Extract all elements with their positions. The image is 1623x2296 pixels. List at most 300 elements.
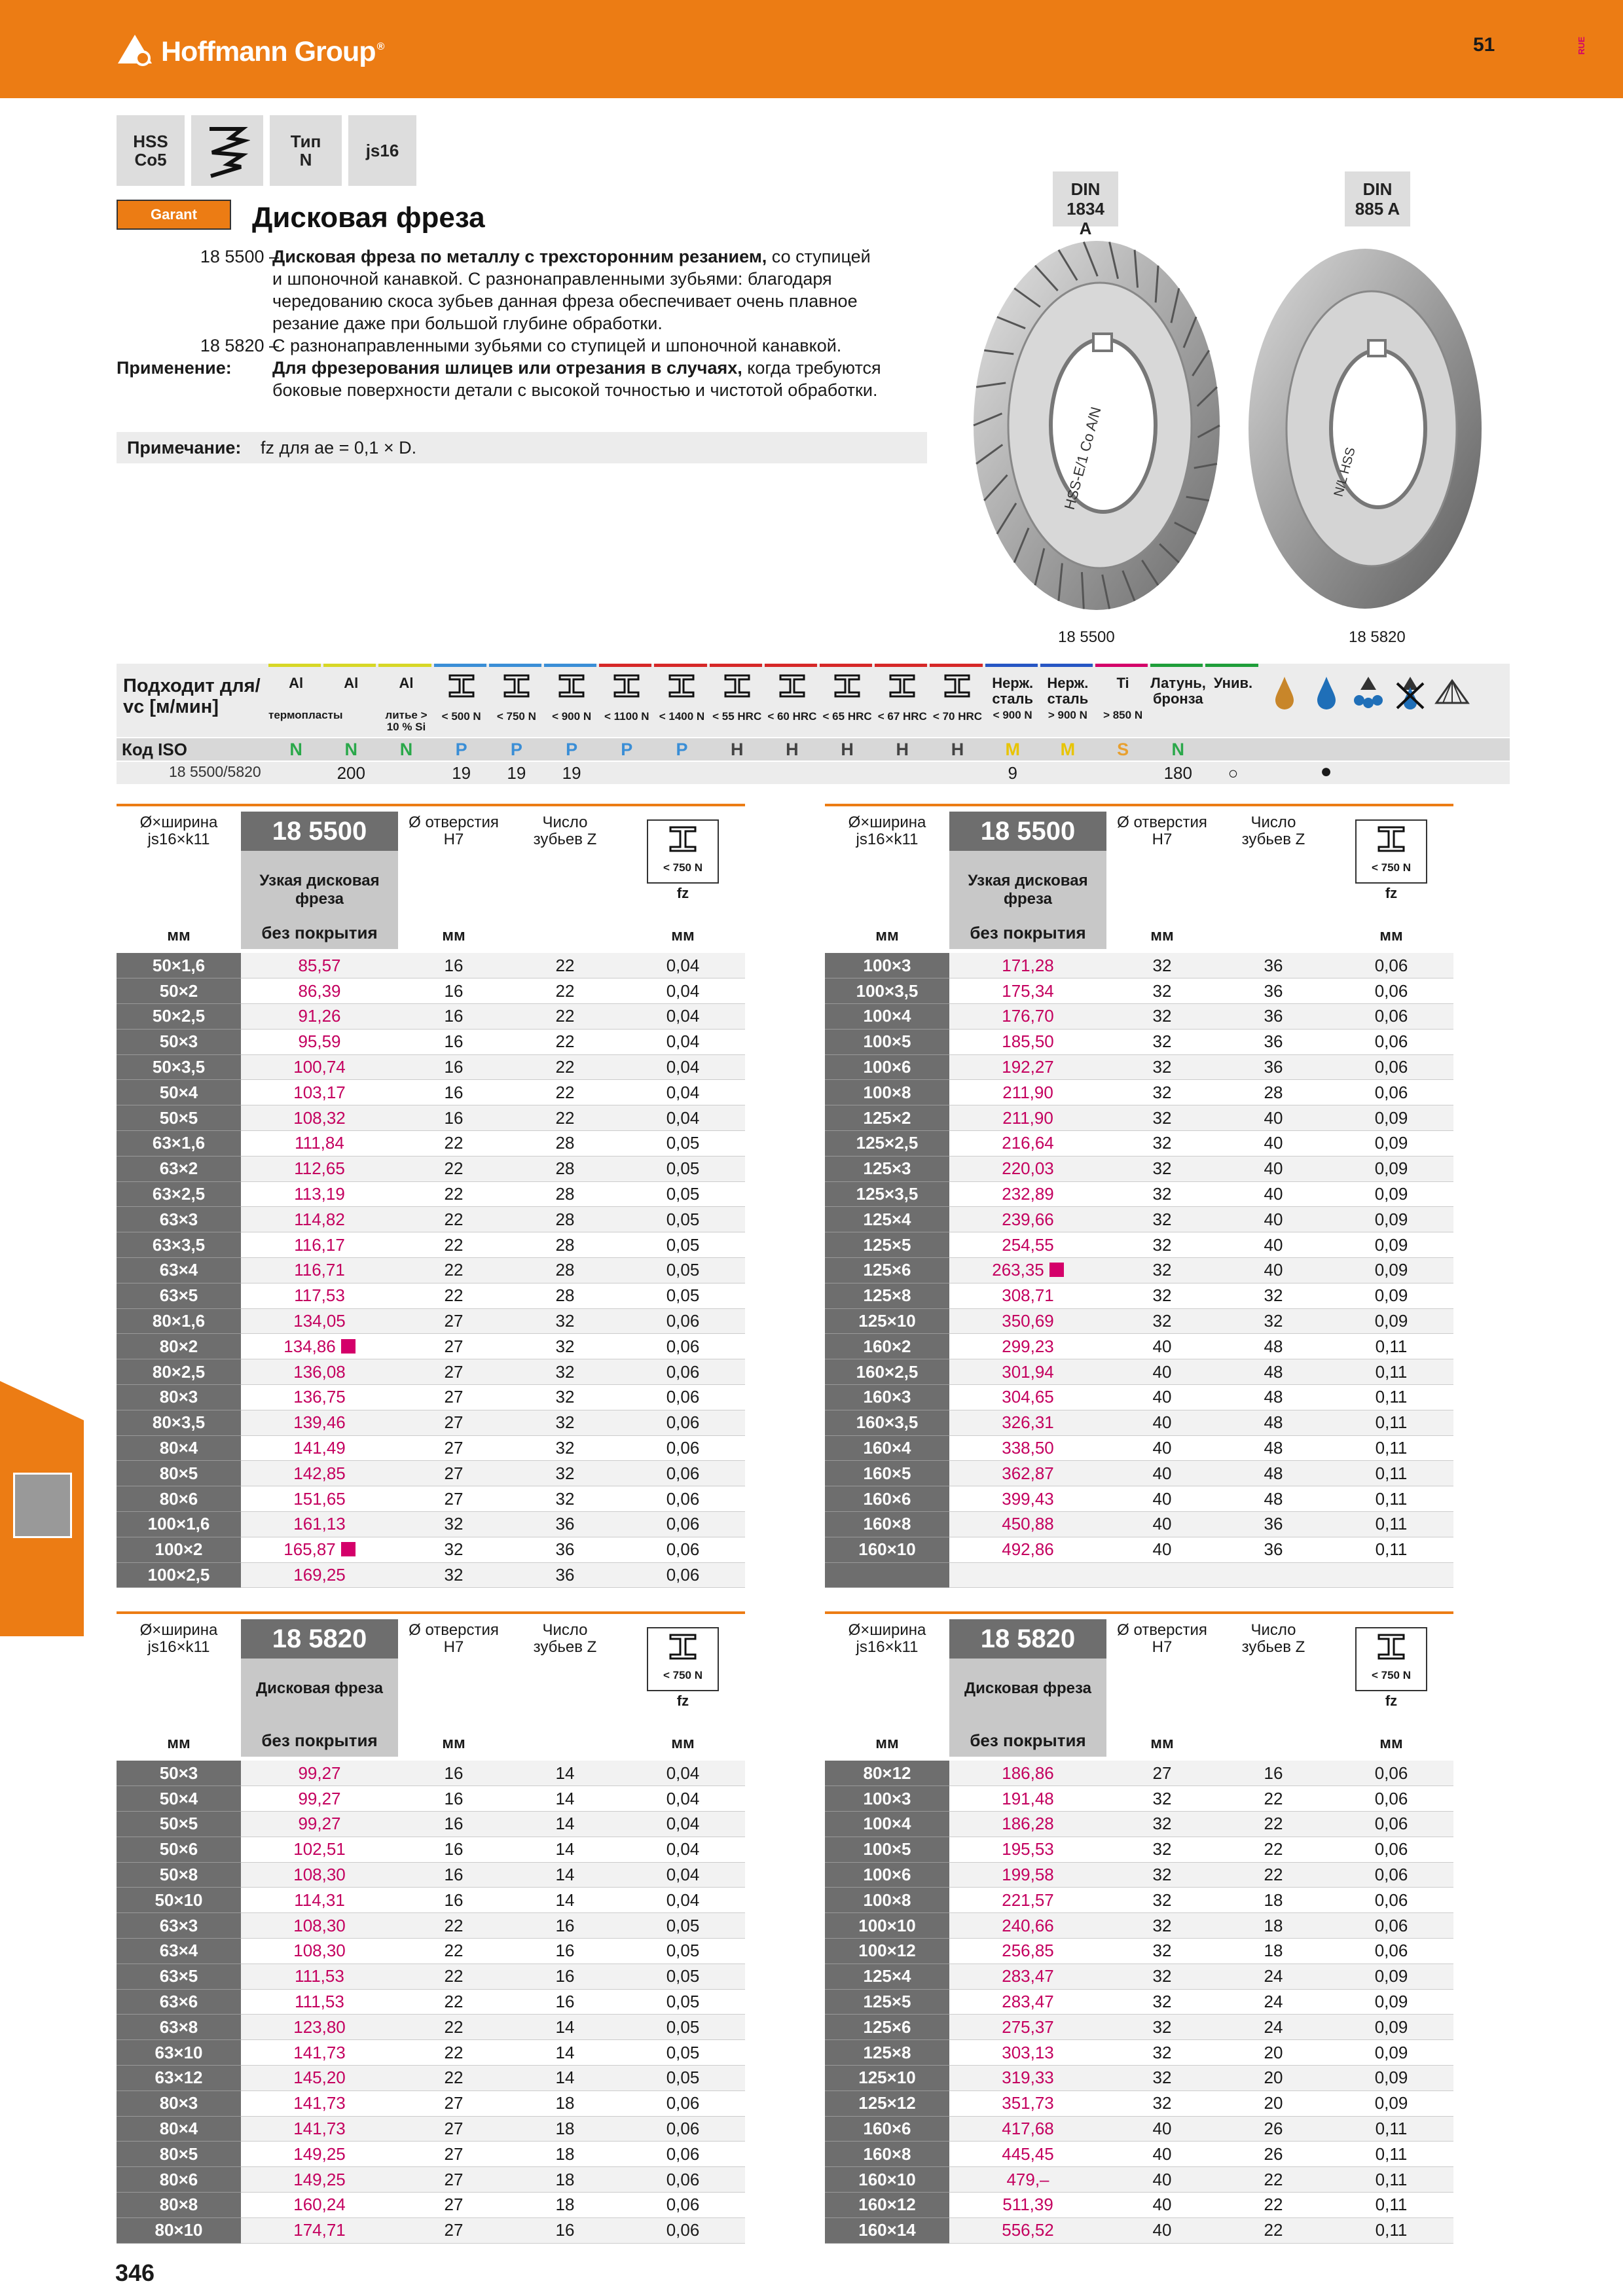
material-subtitle: < 900 N — [552, 710, 592, 723]
drop-water-icon — [1307, 674, 1346, 713]
cell-text: 14 — [555, 1814, 575, 1834]
cell-text: 28 — [1264, 1082, 1283, 1102]
cell-text: 63×12 — [155, 2068, 203, 2088]
table-row[interactable] — [825, 1989, 1453, 2015]
table-row[interactable] — [825, 1359, 1453, 1385]
table-row[interactable] — [825, 1105, 1453, 1131]
size-cell — [825, 1080, 949, 1105]
table-row[interactable] — [825, 1435, 1453, 1461]
table-row[interactable] — [117, 1105, 745, 1131]
table-row[interactable] — [825, 1004, 1453, 1030]
cutter-1-engraving: HSS-E/1 Co A/N — [1061, 404, 1104, 512]
table-row[interactable] — [825, 1562, 1453, 1588]
table-row[interactable] — [117, 2040, 745, 2066]
cell-text: 0,06 — [666, 1488, 700, 1509]
table-row[interactable] — [825, 1283, 1453, 1308]
teeth-cell — [1218, 1156, 1329, 1181]
fz-cell — [621, 1334, 745, 1359]
fz-cell — [1329, 1939, 1453, 1964]
cell-text: 160,24 — [293, 2195, 346, 2215]
teeth-cell — [1218, 1837, 1329, 1862]
table-row[interactable] — [825, 2116, 1453, 2142]
table-row[interactable] — [825, 1964, 1453, 1989]
cell-text: 0,04 — [666, 1107, 700, 1128]
fz-cell — [1329, 2066, 1453, 2091]
cell-text: 114,82 — [294, 1209, 345, 1229]
price-cell — [241, 1359, 398, 1385]
cell-text: 32 — [1152, 1209, 1172, 1229]
table-row[interactable] — [117, 1232, 745, 1258]
table-row[interactable] — [825, 1410, 1453, 1435]
size-cell — [117, 1761, 241, 1786]
table-row[interactable] — [117, 1837, 745, 1862]
table-row[interactable] — [117, 2142, 745, 2167]
cell-text: 16 — [444, 1788, 464, 1808]
size-cell — [117, 1054, 241, 1080]
table-row[interactable] — [117, 1131, 745, 1157]
bore-cell — [1106, 2116, 1218, 2142]
table-row[interactable] — [117, 1207, 745, 1232]
size-cell — [117, 1486, 241, 1512]
cell-text: 63×8 — [159, 2017, 198, 2037]
table-row[interactable] — [117, 1512, 745, 1537]
cell-text: 80×12 — [863, 1763, 911, 1783]
table-row[interactable] — [117, 2193, 745, 2218]
table-row[interactable] — [825, 2090, 1453, 2116]
table-row[interactable] — [825, 1837, 1453, 1862]
material-subtitle: < 60 HRC — [767, 710, 817, 723]
cell-text: 0,11 — [1375, 1336, 1408, 1356]
table-row[interactable] — [117, 953, 745, 978]
table-row[interactable] — [117, 1562, 745, 1588]
material-color-strip — [378, 664, 431, 667]
table-row[interactable] — [825, 2217, 1453, 2243]
size-cell — [825, 1283, 949, 1308]
bore-cell — [398, 2116, 509, 2142]
price-cell — [241, 1913, 398, 1939]
table-header — [825, 804, 1453, 953]
table-row[interactable] — [117, 1181, 745, 1207]
price-cell — [949, 1232, 1106, 1258]
table-row[interactable] — [117, 1461, 745, 1486]
teeth-cell — [509, 1761, 621, 1786]
cell-text: 22 — [444, 1234, 464, 1255]
bore-cell — [398, 1761, 509, 1786]
cell-text: 0,04 — [666, 1763, 700, 1783]
table-row[interactable] — [825, 1029, 1453, 1054]
badge-tolerance — [348, 115, 416, 186]
cell-text: 362,87 — [1002, 1463, 1054, 1483]
steel-beam-icon — [723, 673, 752, 699]
cell-text: 22 — [1264, 1788, 1283, 1808]
price-cell — [241, 2066, 398, 2091]
cell-text: 0,04 — [666, 1814, 700, 1834]
table-row[interactable] — [825, 1232, 1453, 1258]
cell-text: 22 — [444, 1992, 464, 2012]
table-row[interactable] — [117, 2015, 745, 2040]
table-row[interactable] — [117, 1359, 745, 1385]
material-subtitle: < 55 HRC — [712, 710, 762, 723]
table-row[interactable] — [825, 1258, 1453, 1283]
table-row[interactable] — [825, 1156, 1453, 1181]
fz-cell — [1329, 1761, 1453, 1786]
teeth-cell — [509, 953, 621, 978]
teeth-cell — [1218, 1258, 1329, 1283]
table-row[interactable] — [825, 2066, 1453, 2091]
fz-cell — [1329, 1181, 1453, 1207]
cell-text: 0,06 — [666, 2144, 700, 2164]
cell-text: 263,35 — [992, 1260, 1044, 1280]
table-row[interactable] — [117, 1913, 745, 1939]
table-row[interactable] — [117, 1004, 745, 1030]
unit-label: мм — [1379, 927, 1403, 944]
fz-cell — [621, 1283, 745, 1308]
cell-text: 0,11 — [1375, 1387, 1408, 1407]
fz-box — [647, 819, 719, 884]
table-row[interactable] — [117, 1283, 745, 1308]
cell-text: 299,23 — [1002, 1336, 1054, 1356]
table-row[interactable] — [117, 1435, 745, 1461]
table-row[interactable] — [117, 1862, 745, 1888]
table-row[interactable] — [825, 2040, 1453, 2066]
table-row[interactable] — [117, 1812, 745, 1837]
section-number: 51 — [1473, 34, 1495, 56]
cell-text: 0,06 — [1374, 1941, 1408, 1961]
cell-text: 0,04 — [666, 1006, 700, 1026]
table-row[interactable] — [825, 1812, 1453, 1837]
material-subtitle: < 500 N — [441, 710, 481, 723]
table-row[interactable] — [117, 2116, 745, 2142]
badge-tolerance-text: js16 — [365, 141, 399, 160]
steel-beam-icon — [667, 673, 696, 699]
cell-text: 18 — [1264, 1915, 1283, 1935]
price-cell — [241, 2167, 398, 2193]
table-row[interactable] — [117, 1486, 745, 1512]
bore-cell — [1106, 1232, 1218, 1258]
cell-text: 26 — [1264, 2119, 1283, 2139]
caption-18-5500: 18 5500 — [1058, 628, 1115, 646]
garant-label: Garant — [151, 206, 197, 223]
fz-cell — [1329, 1334, 1453, 1359]
price-cell — [241, 1207, 398, 1232]
table-row[interactable] — [117, 2167, 745, 2193]
table-row[interactable] — [825, 1207, 1453, 1232]
cell-text: 48 — [1264, 1438, 1283, 1458]
teeth-cell — [509, 1258, 621, 1283]
table-row[interactable] — [825, 1537, 1453, 1562]
iso-code: N — [344, 740, 358, 759]
table-row[interactable] — [825, 1054, 1453, 1080]
table-row[interactable] — [117, 1989, 745, 2015]
cell-text: 48 — [1264, 1412, 1283, 1433]
size-cell — [117, 1435, 241, 1461]
cell-text: 28 — [555, 1158, 575, 1179]
table-row[interactable] — [825, 1131, 1453, 1157]
teeth-cell — [1218, 1512, 1329, 1537]
fz-cell — [1329, 1232, 1453, 1258]
cell-text: 169,25 — [293, 1565, 346, 1585]
bore-header: Ø отверстия H7 — [409, 1621, 499, 1656]
table-code: 18 5500 — [272, 817, 367, 846]
cell-text: 32 — [1152, 2068, 1172, 2088]
fz-cell — [621, 1308, 745, 1334]
table-row[interactable] — [117, 2066, 745, 2091]
cell-text: 136,08 — [293, 1361, 346, 1382]
table-coating: без покрытия — [970, 1731, 1086, 1750]
table-row[interactable] — [117, 1029, 745, 1054]
cell-text: 16 — [444, 1057, 464, 1077]
table-row[interactable] — [825, 1334, 1453, 1359]
table-row[interactable] — [117, 2090, 745, 2116]
cell-text: 32 — [555, 1463, 575, 1483]
table-row[interactable] — [825, 2015, 1453, 2040]
size-cell — [825, 1410, 949, 1435]
table-row[interactable] — [117, 1786, 745, 1812]
table-row[interactable] — [117, 1761, 745, 1786]
cell-text: 0,09 — [1374, 2068, 1408, 2088]
bore-cell — [1106, 1080, 1218, 1105]
table-row[interactable] — [825, 1913, 1453, 1939]
cell-text: 141,73 — [293, 2119, 346, 2139]
price-cell — [241, 1512, 398, 1537]
hoffmann-logo-icon — [117, 33, 153, 70]
steel-beam-icon — [668, 1632, 698, 1661]
price-cell — [949, 1308, 1106, 1334]
fz-cell — [1329, 1512, 1453, 1537]
fz-cell — [621, 1486, 745, 1512]
teeth-cell — [1218, 1232, 1329, 1258]
cell-text: 0,09 — [1374, 1184, 1408, 1204]
table-row[interactable] — [825, 1181, 1453, 1207]
table-row[interactable] — [825, 953, 1453, 978]
teeth-cell — [509, 1232, 621, 1258]
cell-text: 50×5 — [159, 1814, 198, 1834]
cell-text: 24 — [1264, 1992, 1283, 2012]
table-row[interactable] — [825, 1308, 1453, 1334]
table-row[interactable] — [825, 1888, 1453, 1913]
fz-cell — [621, 2193, 745, 2218]
size-cell — [825, 1181, 949, 1207]
cell-text: 191,48 — [1002, 1788, 1054, 1808]
cell-text: 32 — [1152, 1814, 1172, 1834]
brand-logo[interactable] — [117, 29, 392, 75]
table-row[interactable] — [825, 2142, 1453, 2167]
cell-text: 195,53 — [1002, 1839, 1054, 1859]
table-row[interactable] — [117, 1258, 745, 1283]
price-cell — [949, 2015, 1106, 2040]
material-subtitle: < 750 N — [496, 710, 536, 723]
steel-beam-icon — [943, 673, 972, 699]
teeth-cell — [509, 1888, 621, 1913]
table-row[interactable] — [825, 2193, 1453, 2218]
price-cell — [241, 2116, 398, 2142]
din-1834-label: DIN 1834 A — [1067, 179, 1104, 238]
bore-cell — [398, 2066, 509, 2091]
fz-cell — [1329, 1812, 1453, 1837]
table-row[interactable] — [825, 1862, 1453, 1888]
cell-text: 100×6 — [863, 1057, 911, 1077]
table-row[interactable] — [825, 1486, 1453, 1512]
price-cell — [949, 1939, 1106, 1964]
material-title: Нерж. сталь — [992, 675, 1034, 707]
fz-cell — [621, 1004, 745, 1030]
cell-text: 22 — [444, 2068, 464, 2088]
cell-text: 16 — [555, 1915, 575, 1935]
table-row[interactable] — [825, 1512, 1453, 1537]
cell-text: 0,05 — [666, 1260, 700, 1280]
unit-label: мм — [671, 1734, 695, 1752]
description-text — [272, 334, 841, 357]
table-row[interactable] — [117, 1054, 745, 1080]
fz-cell — [621, 1913, 745, 1939]
teeth-cell — [1218, 1812, 1329, 1837]
table-row[interactable] — [117, 1537, 745, 1562]
table-row[interactable] — [117, 1080, 745, 1105]
table-row[interactable] — [825, 2167, 1453, 2193]
cell-text: 492,86 — [1002, 1539, 1054, 1560]
bore-cell — [1106, 1862, 1218, 1888]
cell-text: 22 — [1264, 1865, 1283, 1885]
cell-text: 32 — [1152, 1966, 1172, 1986]
size-cell — [117, 1461, 241, 1486]
cell-text: 103,17 — [293, 1082, 346, 1102]
size-cell — [117, 1786, 241, 1812]
table-row[interactable] — [117, 1334, 745, 1359]
table-row[interactable] — [117, 1888, 745, 1913]
cell-text: 0,09 — [1374, 1966, 1408, 1986]
table-row[interactable] — [117, 1410, 745, 1435]
cell-text: 27 — [1152, 1763, 1172, 1783]
cell-text: 108,32 — [293, 1107, 346, 1128]
price-cell — [949, 1888, 1106, 1913]
cell-text: 256,85 — [1002, 1941, 1054, 1961]
cell-text: 16 — [444, 955, 464, 975]
cell-text: 160×10 — [858, 1539, 916, 1560]
cell-text: 48 — [1264, 1387, 1283, 1407]
fz-cell — [621, 1029, 745, 1054]
table-row[interactable] — [825, 1761, 1453, 1786]
fz-cell — [621, 1812, 745, 1837]
fz-cell — [621, 1862, 745, 1888]
iso-code: S — [1117, 740, 1129, 759]
cell-text: 36 — [1264, 1006, 1283, 1026]
cell-text: 0,06 — [666, 1361, 700, 1382]
cell-text: 32 — [1152, 1260, 1172, 1280]
material-subtitle: литье > 10 % Si — [385, 709, 428, 733]
table-row[interactable] — [117, 1156, 745, 1181]
bore-cell — [1106, 953, 1218, 978]
cell-text: 18 — [1264, 1941, 1283, 1961]
price-cell — [241, 1939, 398, 1964]
table-row[interactable] — [117, 978, 745, 1004]
cell-text: 116,71 — [294, 1260, 345, 1280]
teeth-cell — [1218, 1435, 1329, 1461]
cell-text: 22 — [555, 1031, 575, 1052]
description-line — [117, 334, 935, 357]
cell-text: 160×3 — [863, 1387, 911, 1407]
cell-text: 113,19 — [294, 1184, 345, 1204]
bore-cell — [1106, 1385, 1218, 1410]
teeth-cell — [1218, 1308, 1329, 1334]
fz-box — [1355, 819, 1427, 884]
size-cell — [117, 1131, 241, 1157]
table-row[interactable] — [825, 1385, 1453, 1410]
size-cell — [117, 1004, 241, 1030]
fz-cell — [1329, 1888, 1453, 1913]
cell-text: 125×8 — [863, 2042, 911, 2062]
cell-text: 63×6 — [159, 1992, 198, 2012]
material-title: Унив. — [1213, 675, 1253, 691]
cell-text: 141,73 — [293, 2093, 346, 2113]
cell-text: 399,43 — [1002, 1488, 1054, 1509]
drop-oil-icon — [1265, 674, 1304, 713]
material-subtitle: термопласты — [268, 709, 343, 721]
material-color-strip — [654, 664, 706, 667]
material-subtitle: < 65 HRC — [822, 710, 872, 723]
fz-cell — [1329, 2015, 1453, 2040]
cell-text: 50×10 — [155, 1890, 203, 1910]
table-row[interactable] — [117, 2217, 745, 2243]
cell-text: 14 — [555, 1865, 575, 1885]
cell-text: 0,06 — [666, 1438, 700, 1458]
size-cell — [825, 1964, 949, 1989]
table-row[interactable] — [825, 1939, 1453, 1964]
cutting-speed: 19 — [507, 763, 526, 783]
cell-text: 0,11 — [1375, 2119, 1408, 2139]
table-row[interactable] — [117, 1964, 745, 1989]
table-type: Дисковая фреза — [964, 1679, 1091, 1697]
cell-text: 32 — [1152, 1006, 1172, 1026]
steel-beam-icon — [502, 673, 531, 699]
table-row[interactable] — [117, 1385, 745, 1410]
table-header — [825, 1611, 1453, 1761]
fz-cell — [1329, 1080, 1453, 1105]
cell-text: 0,05 — [666, 1184, 700, 1204]
table-row[interactable] — [825, 1080, 1453, 1105]
cell-text: 0,09 — [1374, 1311, 1408, 1331]
cell-text: 338,50 — [1002, 1438, 1054, 1458]
cell-text: 0,06 — [666, 1387, 700, 1407]
price-cell — [241, 1156, 398, 1181]
teeth-cell — [1218, 1410, 1329, 1435]
cell-text: 22 — [444, 1184, 464, 1204]
cell-text: 27 — [444, 1412, 464, 1433]
table-row[interactable] — [117, 1308, 745, 1334]
cell-text: 160×4 — [863, 1438, 911, 1458]
fz-cell — [1329, 2217, 1453, 2243]
description-rest: чередованию скоса зубьев данная фреза обеспечивает очень плавное — [272, 291, 858, 311]
cell-text: 220,03 — [1002, 1158, 1054, 1179]
bore-cell — [1106, 1837, 1218, 1862]
table-row[interactable] — [825, 978, 1453, 1004]
iso-code: H — [951, 740, 964, 759]
table-row[interactable] — [117, 1939, 745, 1964]
steel-beam-icon — [447, 673, 476, 699]
unit-label: мм — [875, 1734, 899, 1752]
cell-text: 20 — [1264, 2068, 1283, 2088]
page-number: 346 — [115, 2259, 155, 2286]
table-row[interactable] — [825, 1461, 1453, 1486]
fz-cell — [621, 1385, 745, 1410]
cell-text: 80×5 — [159, 1463, 198, 1483]
table-row[interactable] — [825, 1786, 1453, 1812]
table-type: Дисковая фреза — [256, 1679, 383, 1697]
cell-text: 14 — [555, 2068, 575, 2088]
fz-cell — [1329, 1359, 1453, 1385]
price-cell — [949, 1812, 1106, 1837]
teeth-cell — [509, 1207, 621, 1232]
table-coating: без покрытия — [261, 923, 378, 942]
